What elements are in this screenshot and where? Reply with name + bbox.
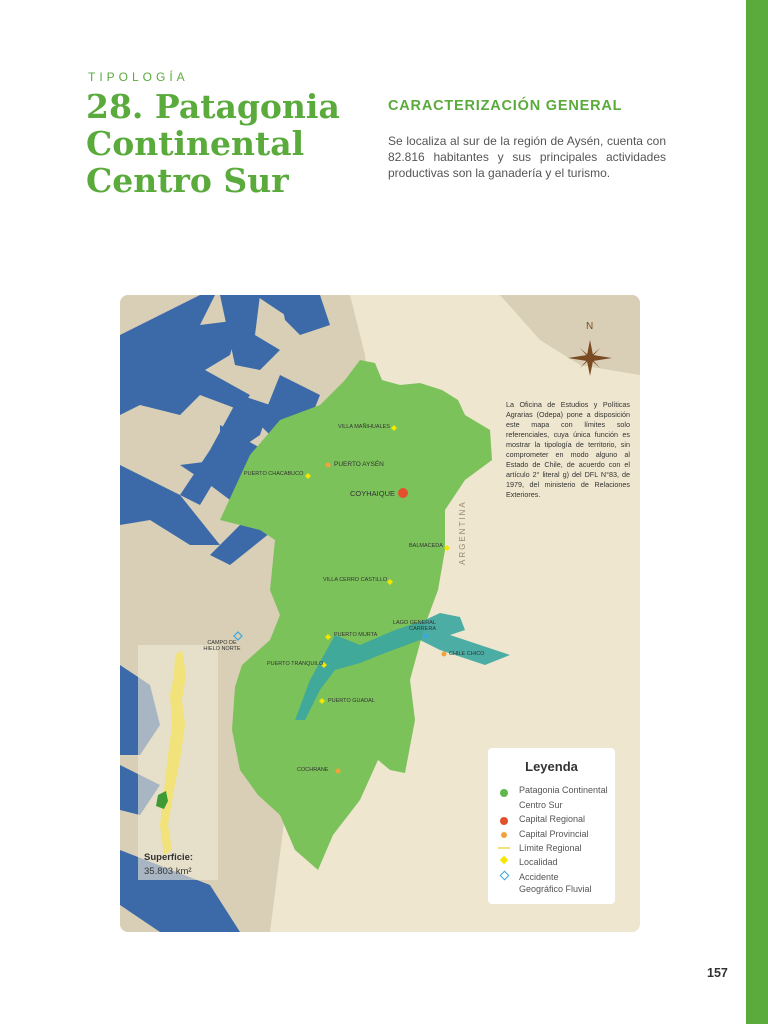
legend-localidad: Localidad xyxy=(519,857,558,867)
legend-territory-line2: Centro Sur xyxy=(519,800,563,810)
legend-fluvial-swatch xyxy=(500,871,510,881)
legend-territory-swatch xyxy=(500,789,508,797)
superficie-value: 35.803 km² xyxy=(144,866,192,877)
territory-map xyxy=(120,295,640,932)
label-puerto-murta: PUERTO MURTA xyxy=(334,632,378,638)
label-coyhaique: COYHAIQUE xyxy=(350,489,396,498)
capital-provincial-marker xyxy=(442,652,447,657)
legend-territory-line1: Patagonia Continental xyxy=(519,785,608,795)
legend-capital-provincial: Capital Provincial xyxy=(519,829,589,839)
label-lago-general-carrera: LAGO GENERAL CARRERA xyxy=(392,620,436,632)
legend-limite-swatch xyxy=(498,847,510,849)
legend-accidente-line1: Accidente xyxy=(519,872,559,882)
legend-localidad-swatch xyxy=(500,856,508,864)
page-title xyxy=(86,88,356,199)
label-puerto-tranquilo: PUERTO TRANQUILO xyxy=(267,661,324,667)
side-color-bar xyxy=(746,0,768,1024)
legend-capital-regional-swatch xyxy=(500,817,508,825)
capital-regional-marker xyxy=(398,488,408,498)
label-balmaceda: BALMACEDA xyxy=(409,543,443,549)
country-label-argentina: ARGENTINA xyxy=(458,500,467,565)
legend-capital-regional: Capital Regional xyxy=(519,814,586,824)
page-number: 157 xyxy=(707,966,728,980)
superficie-box xyxy=(144,851,193,879)
typology-kicker: TIPOLOGÍA xyxy=(88,70,189,84)
label-puerto-guadal: PUERTO GUADAL xyxy=(328,698,375,704)
map-legend xyxy=(488,748,615,904)
title-line-2: Continental xyxy=(86,124,305,163)
label-puerto-aysen: PUERTO AYSÉN xyxy=(334,461,384,468)
map-disclaimer: La Oficina de Estudios y Políticas Agrarias (Odepa) pone a disposición este mapa con límites solo referenciales, cuya única función es mostrar la tipología de territorio, sin comprometer en modo alguno al Estado de Chile, de acuerdo con el artículo 2° literal g) del DFL N°83, de 1979, del ministerio de Relaciones Exteriores. xyxy=(506,400,630,499)
label-villa-cerro-castillo: VILLA CERRO CASTILLO xyxy=(323,577,388,583)
section-text: Se localiza al sur de la región de Aysén, cuenta con 82.816 habitantes y sus principales actividades productivas son la ganadería y el turismo. xyxy=(388,134,666,180)
legend-accidente-line2: Geográfico Fluvial xyxy=(519,884,592,894)
label-chile-chico: CHILE CHICO xyxy=(449,651,485,657)
label-puerto-chacabuco: PUERTO CHACABUCO xyxy=(244,471,304,477)
legend-title: Leyenda xyxy=(525,759,578,774)
label-campo-hielo-norte: CAMPO DE HIELO NORTE xyxy=(203,640,241,652)
argentina-top-land xyxy=(500,295,640,375)
north-label: N xyxy=(586,321,594,332)
title-line-1: 28. Patagonia xyxy=(86,87,340,126)
legend-limite-regional: Límite Regional xyxy=(519,843,582,853)
capital-provincial-marker xyxy=(336,769,341,774)
capital-provincial-marker xyxy=(326,463,331,468)
legend-capital-provincial-swatch xyxy=(501,832,507,838)
label-villa-manihuales: VILLA MAÑIHUALES xyxy=(338,424,390,430)
title-line-3: Centro Sur xyxy=(86,161,289,200)
label-cochrane: COCHRANE xyxy=(297,767,329,773)
section-heading: CARACTERIZACIÓN GENERAL xyxy=(388,98,623,114)
superficie-label: Superficie: xyxy=(144,852,194,863)
